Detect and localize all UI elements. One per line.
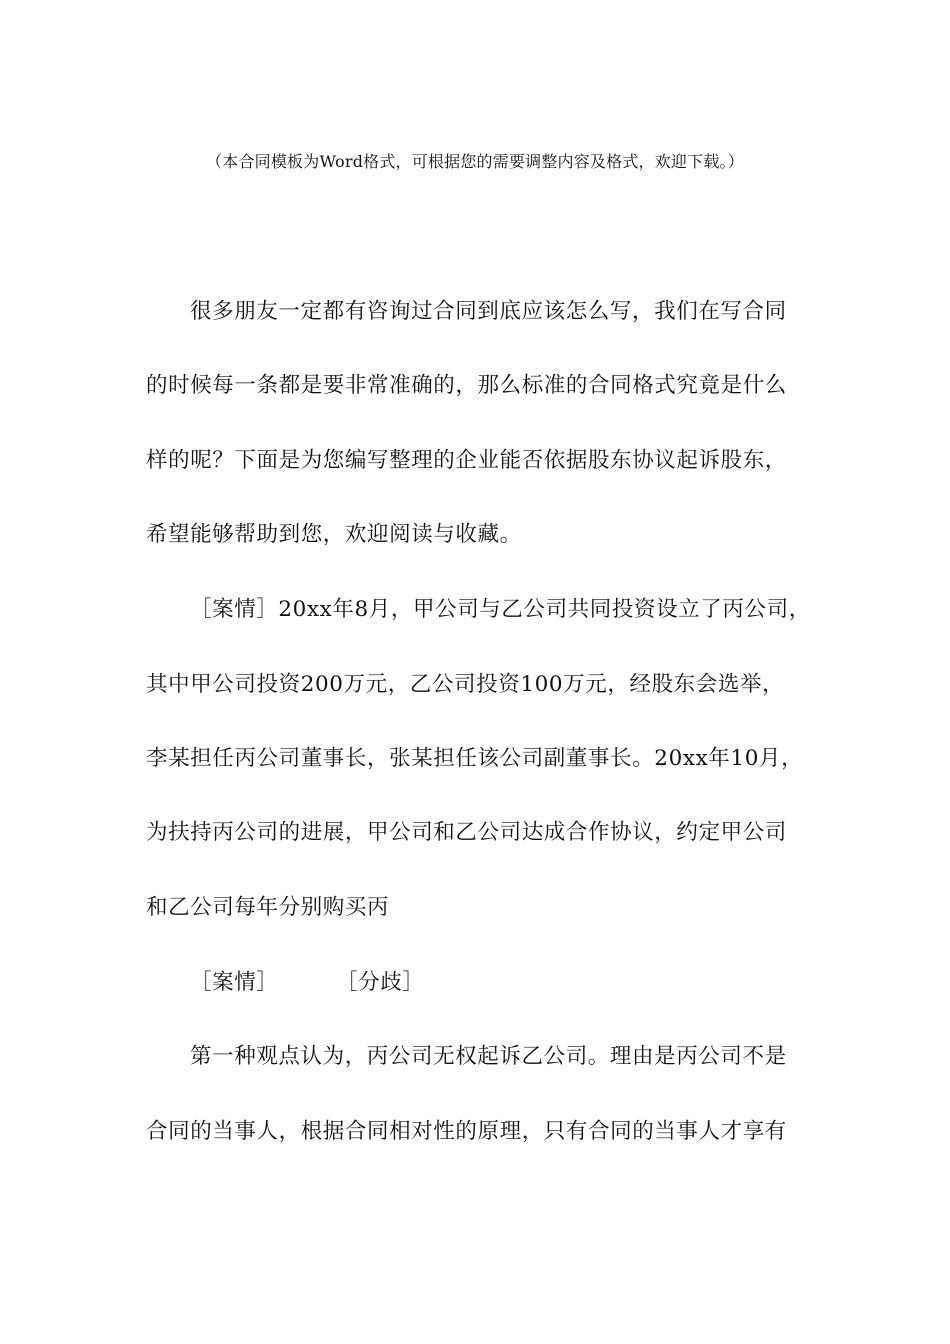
- case-line-2: 其中甲公司投资200万元，乙公司投资100万元，经股东会选举，: [146, 672, 785, 697]
- intro-line-3: 样的呢？下面是为您编写整理的企业能否依据股东协议起诉股东，: [146, 448, 787, 473]
- intro-line-4: 希望能够帮助到您，欢迎阅读与收藏。: [146, 522, 522, 547]
- dispute-heading: ［分歧］: [336, 970, 425, 995]
- case-line-4: 为扶持丙公司的进展，甲公司和乙公司达成合作协议，约定甲公司: [146, 820, 787, 845]
- template-note: （本合同模板为Word格式，可根据您的需要调整内容及格式，欢迎下载。）: [206, 152, 744, 171]
- intro-line-2: 的时候每一条都是要非常准确的，那么标准的合同格式究竟是什么: [146, 373, 787, 398]
- case-line-5: 和乙公司每年分别购买丙: [146, 895, 390, 920]
- opinion-line-1: 第一种观点认为，丙公司无权起诉乙公司。理由是丙公司不是: [190, 1044, 787, 1069]
- case-line-1: ［案情］20xx年8月，甲公司与乙公司共同投资设立了丙公司，: [190, 597, 811, 622]
- opinion-line-2: 合同的当事人，根据合同相对性的原理，只有合同的当事人才享有: [146, 1119, 787, 1144]
- case-heading: ［案情］: [190, 970, 279, 995]
- intro-line-1: 很多朋友一定都有咨询过合同到底应该怎么写，我们在写合同: [190, 299, 787, 324]
- case-line-3: 李某担任丙公司董事长，张某担任该公司副董事长。20xx年10月，: [146, 746, 804, 771]
